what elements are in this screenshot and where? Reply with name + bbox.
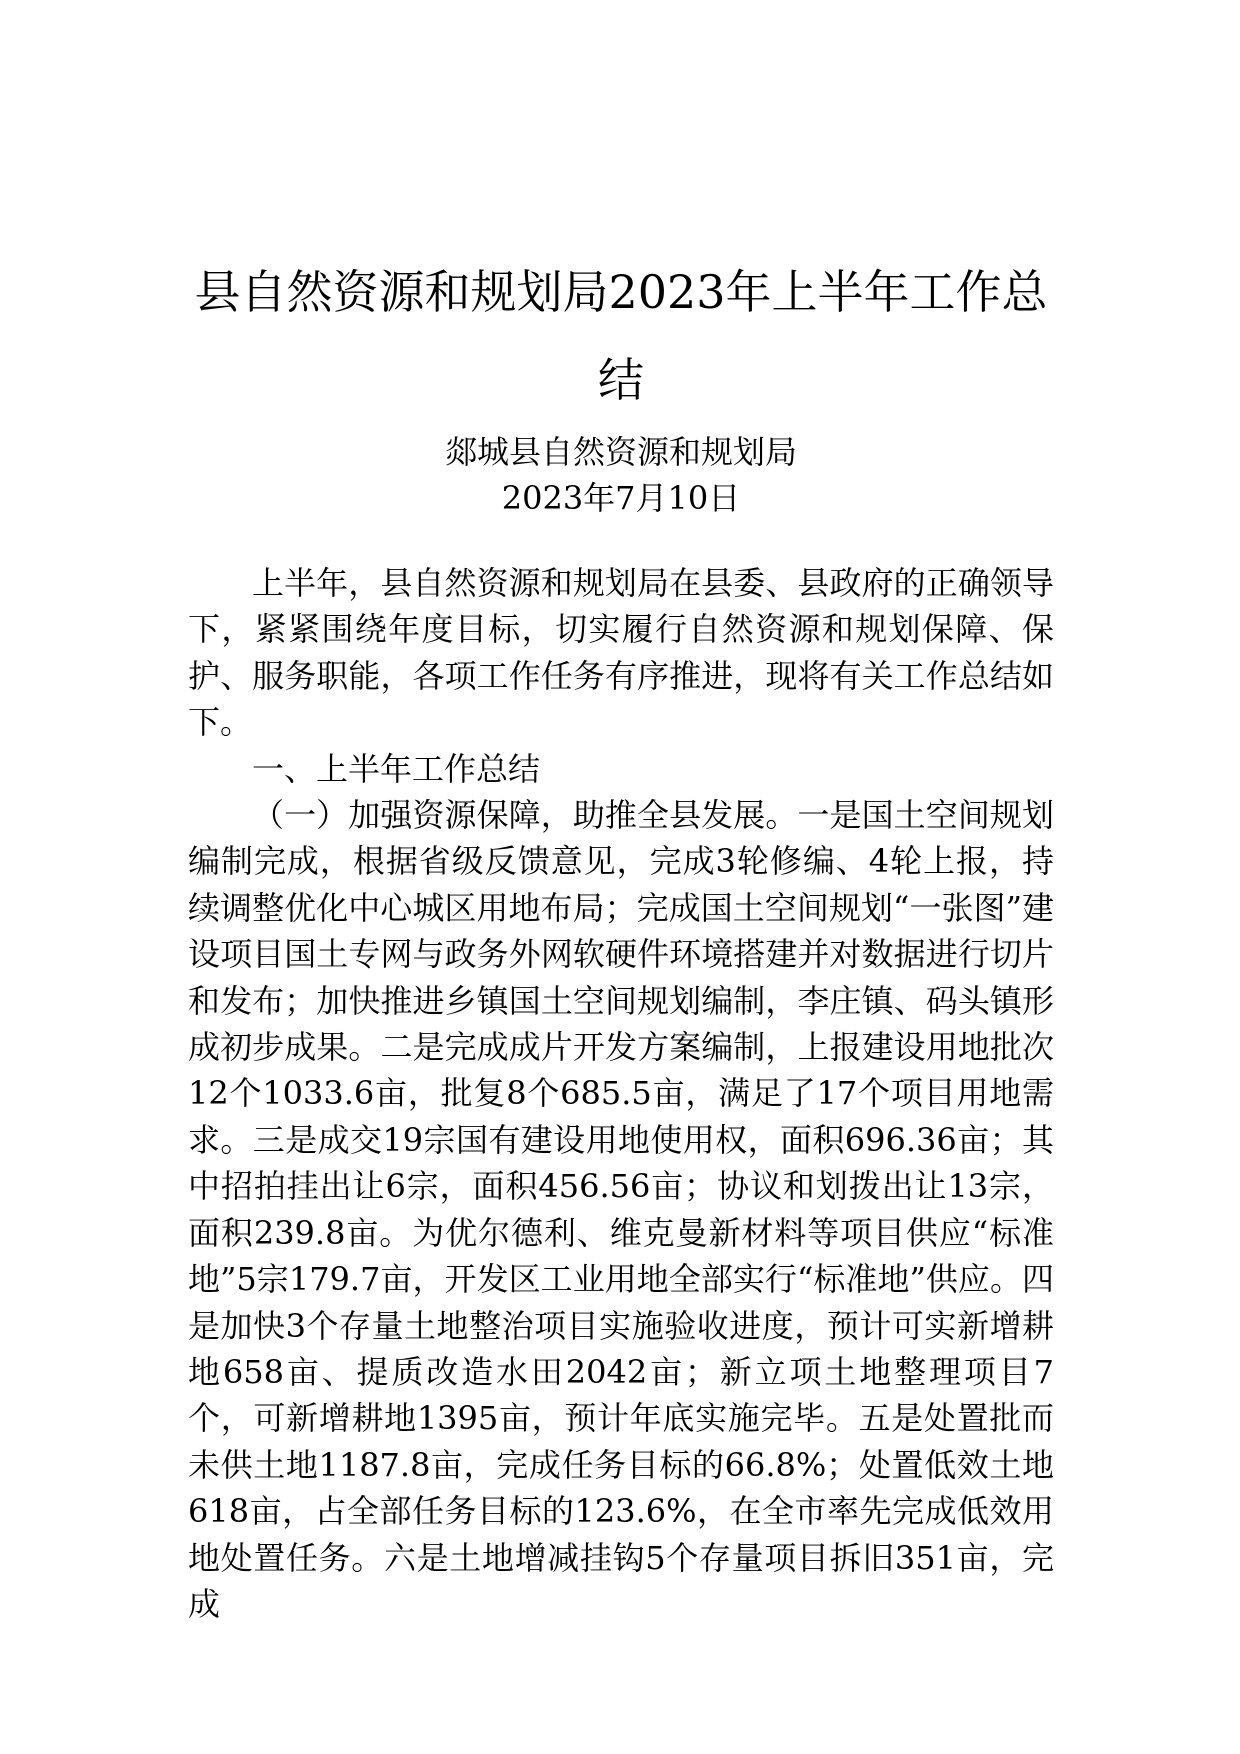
document-title-line-1: 县自然资源和规划局2023年上半年工作总 bbox=[194, 265, 1048, 319]
section-heading-1: 一、上半年工作总结 bbox=[252, 749, 541, 788]
document-date: 2023年7月10日 bbox=[501, 479, 741, 517]
paragraph-intro: 上半年，县自然资源和规划局在县委、县政府的正确领导下，紧紧围绕年度目标，切实履行自然资源和规划保障、保护、服务职能，各项工作任务有序推进，现将有关工作总结如下。 bbox=[188, 564, 1054, 742]
document-title-line-2: 结 bbox=[598, 353, 644, 407]
paragraph-section-1-1: （一）加强资源保障，助推全县发展。一是国土空间规划编制完成，根据省级反馈意见，完成3轮修编、4轮上报，持续调整优化中心城区用地布局；完成国土空间规划“一张图”建设项目国土专网与政务外网软硬件环境搭建并对数据进行切片和发布；加快推进乡镇国土空间规划编制，李庄镇、码头镇形成初步成果。二是完成成片开发方案编制，上报建设用地批次12个1033.6亩，批复8个685.5亩，满足了17个项目用地需求。三是成交19宗国有建设用地使用权，面积696.36亩；其中招拍挂出让6宗，面积456.56亩；协议和划拨出让13宗，面积239.8亩。为优尔德利、维克曼新材料等项目供应“标准地”5宗179.7亩，开发区工业用地全部实行“标准地”供应。四是加快3个存量土地整治项目实施验收进度，预计可实新增耕地658亩、提质改造水田2042亩；新立项土地整理项目7个，可新增耕地1395亩，预计年底实施完毕。五是处置批而未供土地1187.8亩，完成任务目标的66.8%；处置低效土地618亩，占全部任务目标的123.6%，在全市率先完成低效用地处置任务。六是土地增减挂钩5个存量项目拆旧351亩，完成 bbox=[188, 796, 1054, 1623]
document-author: 郯城县自然资源和规划局 bbox=[444, 433, 797, 471]
document-body bbox=[188, 560, 1054, 1627]
